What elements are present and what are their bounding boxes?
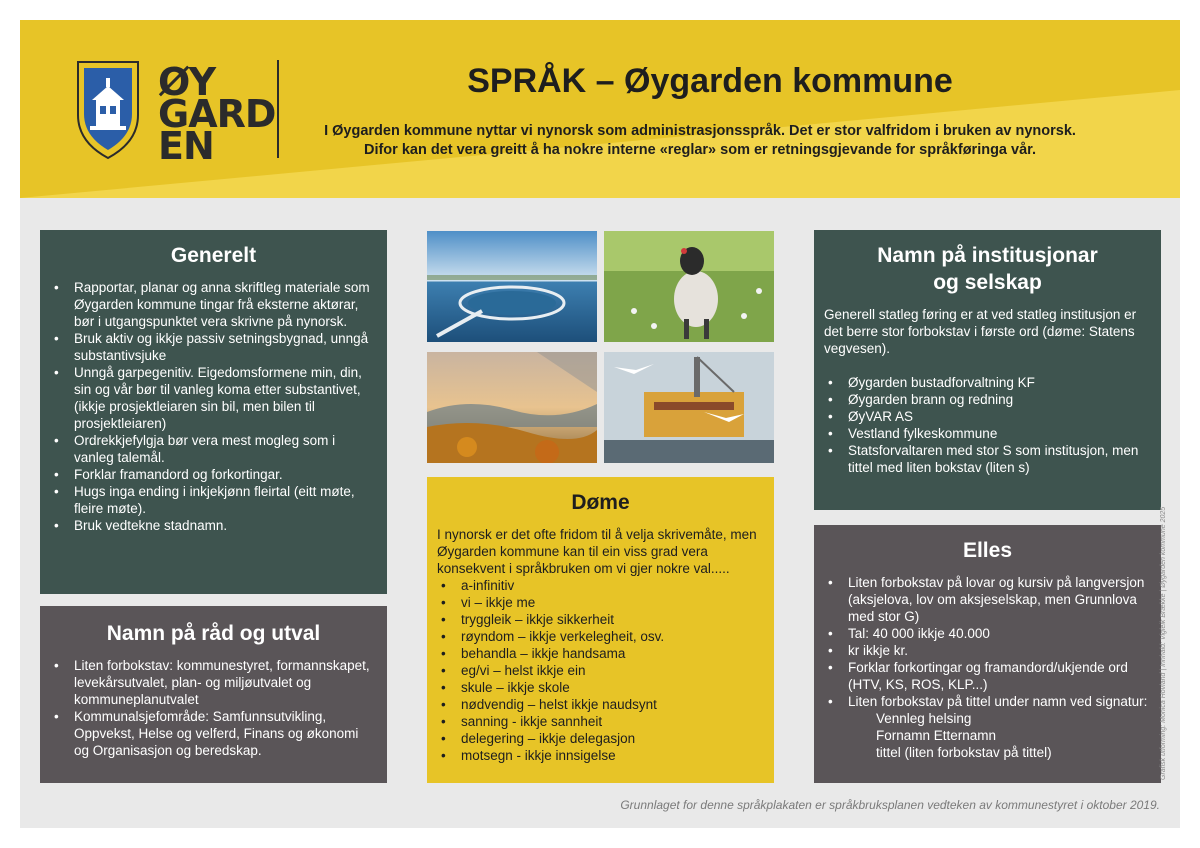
list-item: • røyndom – ikkje verkelegheit, osv. — [437, 628, 764, 645]
footer-note: Grunnlaget for denne språkplakaten er språkbruksplanen vedteken av kommunestyret i oktober 2019. — [620, 798, 1160, 812]
list-item: • delegering – ikkje delegasjon — [437, 730, 764, 747]
logo — [76, 60, 296, 168]
list-item: • behandla – ikkje handsama — [437, 645, 764, 662]
logo-word-line1: ØY — [158, 60, 216, 104]
panel-generelt — [40, 230, 387, 594]
intro-line-2: Difor kan det vera greitt å ha nokre interne «reglar» som er retningsgjevande for språkføringa vår. — [363, 142, 1037, 158]
institusjonar-intro: Generell statleg føring er at ved statleg institusjon er det berre stor forbokstav i første ord (døme: Statens vegvesen). — [824, 307, 1137, 356]
list-item: • Liten forbokstav på lovar og kursiv på langversjon (aksjelova, lov om aksjeselskap, men Grunnlova med stor G) — [824, 574, 1151, 625]
bullet-list — [824, 574, 1151, 710]
list-item: • nødvendig – helst ikkje naudsynt — [437, 696, 764, 713]
list-item: • Forklar framandord og forkortingar. — [50, 466, 377, 483]
photo-oil-rig — [604, 352, 774, 463]
coat-of-arms-icon — [76, 60, 140, 160]
poster — [20, 20, 1180, 828]
intro-text — [290, 122, 1110, 160]
panel-title: Døme — [571, 491, 630, 514]
side-credit: Grafisk utforming: Monica Hovland | Innhald: Vigleik Brække | Øygarden kommune 2025 — [1160, 506, 1167, 780]
list-item: • motsegn - ikkje innsigelse — [437, 747, 764, 764]
signature-line: Vennleg helsing — [876, 711, 972, 726]
photo-lamb — [604, 231, 774, 342]
photo-fish-farm — [427, 231, 597, 342]
list-item: • Forklar forkortingar og framandord/ukjende ord (HTV, KS, ROS, KLP...) — [824, 659, 1151, 693]
panel-title: Generelt — [170, 244, 257, 267]
panel-institusjonar — [814, 230, 1161, 510]
list-item: • ØyVAR AS — [824, 408, 1151, 425]
list-item: • Unngå garpegenitiv. Eigedomsformene min, din, sin og vår bør til vanleg koma etter substantivet, (ikkje prosjektleiaren sin bil, men bilen til prosjektleiaren) — [50, 364, 377, 432]
photo-landscape — [427, 352, 597, 463]
list-item: • kr ikkje kr. — [824, 642, 1151, 659]
list-item: • a-infinitiv — [437, 577, 764, 594]
panel-title — [824, 242, 1151, 296]
list-item: • Øygarden brann og redning — [824, 391, 1151, 408]
list-item: • Kommunalsjefområde: Samfunnsutvikling, Oppvekst, Helse og velferd, Finans og økonomi og Organisasjon og beredskap. — [50, 708, 377, 759]
bullet-list — [50, 657, 377, 759]
list-item: • Liten forbokstav: kommunestyret, formannskapet, levekårsutvalet, plan- og miljøutvalet og kommuneplanutvalet — [50, 657, 377, 708]
panel-title-line1: Namn på institusjonar — [877, 244, 1098, 267]
list-item: • Bruk aktiv og ikkje passiv setningsbygnad, unngå substantivsjuke — [50, 330, 377, 364]
bullet-list — [437, 577, 764, 764]
list-item: • vi – ikkje me — [437, 594, 764, 611]
list-item: • Rapportar, planar og anna skriftleg materiale som Øygarden kommune tingar frå eksterne aktørar, bør i utgangspunktet vera skrivne på nynorsk. — [50, 279, 377, 330]
signature-line: Fornamn Etternamn — [876, 728, 997, 743]
panel-elles — [814, 525, 1161, 783]
panel-dome — [427, 477, 774, 783]
signature-line: tittel (liten forbokstav på tittel) — [876, 745, 1052, 760]
page-title: SPRÅK – Øygarden kommune — [467, 62, 953, 100]
panel-title: Namn på råd og utval — [106, 622, 321, 645]
dome-intro: I nynorsk er det ofte fridom til å velja skrivemåte, men Øygarden kommune kan til ein viss grad vera konsekvent i språkbruken om vi gjer nokre val..... — [437, 527, 757, 576]
list-item: • tryggleik – ikkje sikkerheit — [437, 611, 764, 628]
intro-line-1: I Øygarden kommune nyttar vi nynorsk som administrasjonsspråk. Det er stor valfridom i bruken av nynorsk. — [324, 123, 1076, 139]
header — [20, 20, 1180, 198]
list-item: • Liten forbokstav på tittel under namn ved signatur: — [824, 693, 1151, 710]
list-item: • Vestland fylkeskommune — [824, 425, 1151, 442]
list-item: • Øygarden bustadforvaltning KF — [824, 374, 1151, 391]
list-item: • sanning - ikkje sannheit — [437, 713, 764, 730]
panel-rad-og-utval — [40, 606, 387, 783]
panel-title-line2: og selskap — [933, 271, 1042, 294]
bullet-list — [824, 374, 1151, 476]
bullet-list — [50, 279, 377, 534]
logo-word-line2: GARD — [158, 92, 276, 136]
list-item: • Bruk vedtekne stadnamn. — [50, 517, 377, 534]
logo-word-line3: EN — [158, 124, 214, 168]
list-item: • Ordrekkjefylgja bør vera mest mogleg som i vanleg talemål. — [50, 432, 377, 466]
list-item: • eg/vi – helst ikkje ein — [437, 662, 764, 679]
panel-title: Elles — [962, 539, 1013, 562]
list-item: • Statsforvaltaren med stor S som institusjon, men tittel med liten bokstav (liten s) — [824, 442, 1151, 476]
list-item: • skule – ikkje skole — [437, 679, 764, 696]
logo-divider — [277, 60, 279, 158]
list-item: • Hugs inga ending i inkjekjønn fleirtal (eitt møte, fleire møte). — [50, 483, 377, 517]
list-item: • Tal: 40 000 ikkje 40.000 — [824, 625, 1151, 642]
